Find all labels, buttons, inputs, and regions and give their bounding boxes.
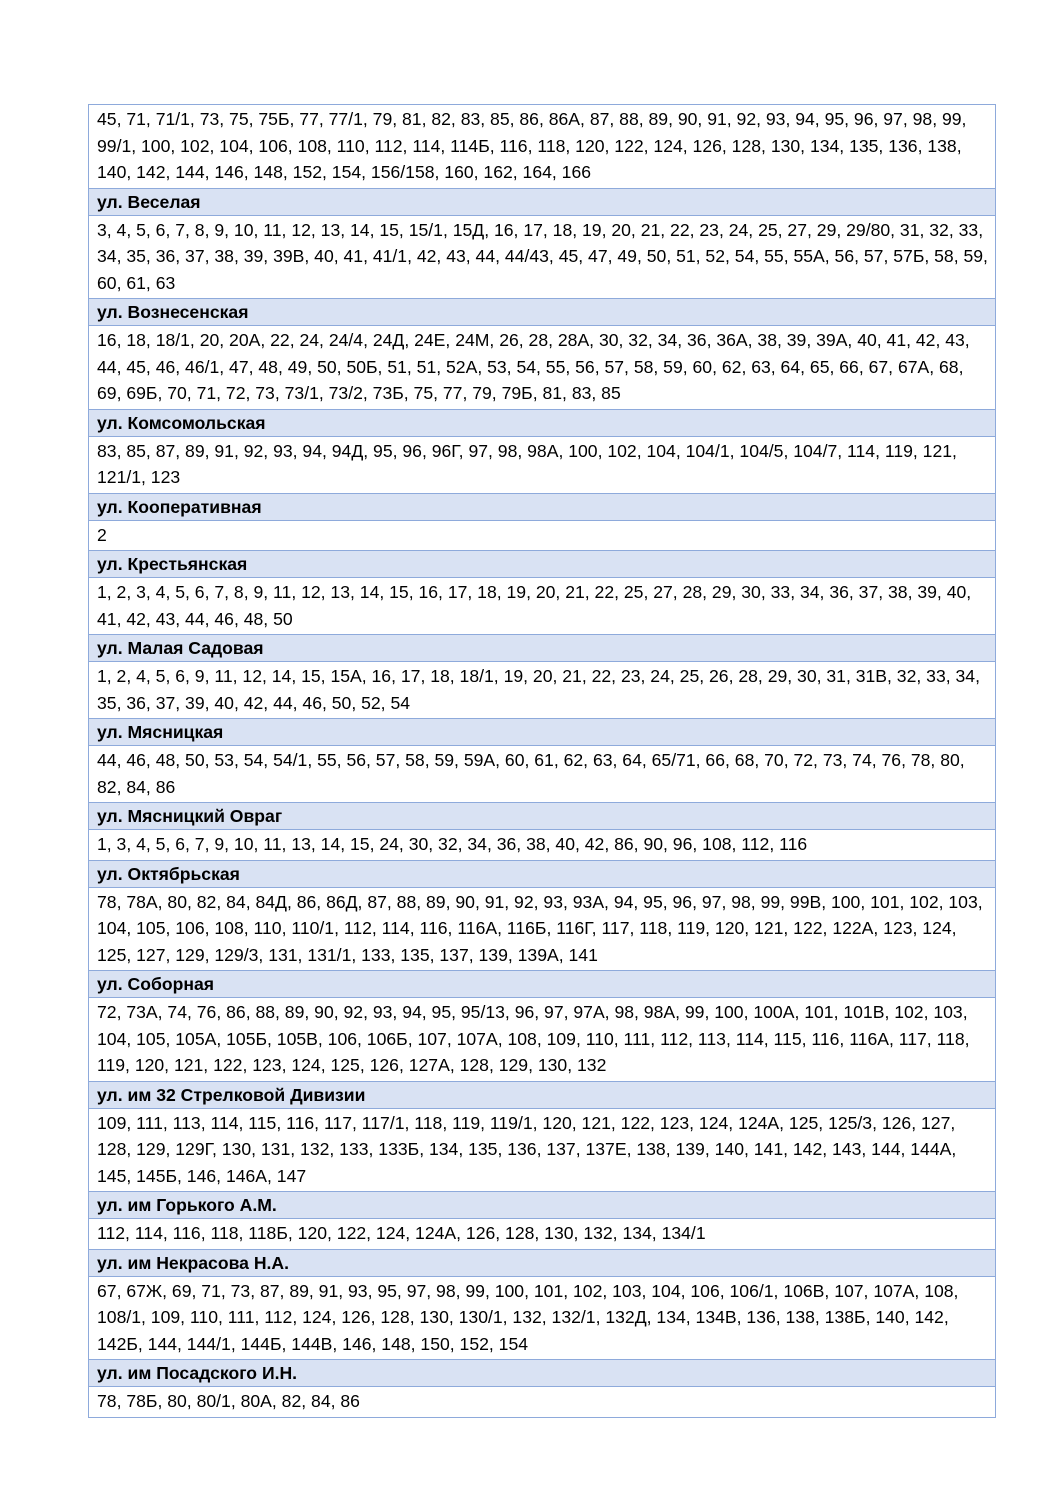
street-name-cell: ул. Октябрьская (89, 860, 996, 887)
street-name-cell: ул. Мясницкая (89, 719, 996, 746)
house-numbers-cell: 2 (89, 520, 996, 551)
street-address-table (88, 104, 996, 1418)
street-name-cell: ул. Малая Садовая (89, 635, 996, 662)
street-name-cell: ул. Крестьянская (89, 551, 996, 578)
street-name-cell: ул. Комсомольская (89, 409, 996, 436)
house-numbers-cell: 16, 18, 18/1, 20, 20А, 22, 24, 24/4, 24Д, 24Е, 24М, 26, 28, 28А, 30, 32, 34, 36, 36А, 38, 39, 39А, 40, 41, 42, 43, 44, 45, 46, 46/1, 47, 48, 49, 50, 50Б, 51, 51, 52А, 53, 54, 55, 56, 57, 58, 59, 60, 62, 63, 64, 65, 66, 67, 67А, 68, 69, 69Б, 70, 71, 72, 73, 73/1, 73/2, 73Б, 75, 77, 79, 79Б, 81, 83, 85 (89, 326, 996, 410)
table-row (89, 803, 996, 830)
table-row (89, 635, 996, 662)
table-row (89, 1249, 996, 1276)
table-body (89, 105, 996, 1418)
house-numbers-cell: 83, 85, 87, 89, 91, 92, 93, 94, 94Д, 95, 96, 96Г, 97, 98, 98А, 100, 102, 104, 104/1, 104/5, 104/7, 114, 119, 121, 121/1, 123 (89, 436, 996, 493)
table-row (89, 971, 996, 998)
street-name-cell: ул. Мясницкий Овраг (89, 803, 996, 830)
table-row (89, 887, 996, 971)
table-row (89, 105, 996, 189)
house-numbers-cell: 78, 78Б, 80, 80/1, 80А, 82, 84, 86 (89, 1387, 996, 1418)
house-numbers-cell: 112, 114, 116, 118, 118Б, 120, 122, 124, 124А, 126, 128, 130, 132, 134, 134/1 (89, 1219, 996, 1250)
house-numbers-cell: 1, 3, 4, 5, 6, 7, 9, 10, 11, 13, 14, 15, 24, 30, 32, 34, 36, 38, 40, 42, 86, 90, 96, 108, 112, 116 (89, 830, 996, 861)
house-numbers-cell: 67, 67Ж, 69, 71, 73, 87, 89, 91, 93, 95, 97, 98, 99, 100, 101, 102, 103, 104, 106, 106/1, 106В, 107, 107А, 108, 108/1, 109, 110, 111, 112, 124, 126, 128, 130, 130/1, 132, 132/1, 132Д, 134, 134В, 136, 138, 138Б, 140, 142, 142Б, 144, 144/1, 144Б, 144В, 146, 148, 150, 152, 154 (89, 1276, 996, 1360)
house-numbers-cell: 78, 78А, 80, 82, 84, 84Д, 86, 86Д, 87, 88, 89, 90, 91, 92, 93, 93А, 94, 95, 96, 97, 98, 99, 99В, 100, 101, 102, 103, 104, 105, 106, 108, 110, 110/1, 112, 114, 116, 116А, 116Б, 116Г, 117, 118, 119, 120, 121, 122, 122А, 123, 124, 125, 127, 129, 129/3, 131, 131/1, 133, 135, 137, 139, 139А, 141 (89, 887, 996, 971)
house-numbers-cell: 1, 2, 4, 5, 6, 9, 11, 12, 14, 15, 15А, 16, 17, 18, 18/1, 19, 20, 21, 22, 23, 24, 25, 26, 28, 29, 30, 31, 31В, 32, 33, 34, 35, 36, 37, 39, 40, 42, 44, 46, 50, 52, 54 (89, 662, 996, 719)
document-page (88, 104, 996, 1418)
table-row (89, 719, 996, 746)
table-row (89, 326, 996, 410)
street-name-cell: ул. им 32 Стрелковой Дивизии (89, 1081, 996, 1108)
table-row (89, 299, 996, 326)
street-name-cell: ул. им Посадского И.Н. (89, 1360, 996, 1387)
table-row (89, 578, 996, 635)
table-row (89, 1192, 996, 1219)
house-numbers-cell: 45, 71, 71/1, 73, 75, 75Б, 77, 77/1, 79, 81, 82, 83, 85, 86, 86А, 87, 88, 89, 90, 91, 92, 93, 94, 95, 96, 97, 98, 99, 99/1, 100, 102, 104, 106, 108, 110, 112, 114, 114Б, 116, 118, 120, 122, 124, 126, 128, 130, 134, 135, 136, 138, 140, 142, 144, 146, 148, 152, 154, 156/158, 160, 162, 164, 166 (89, 105, 996, 189)
table-row (89, 1108, 996, 1192)
table-row (89, 1360, 996, 1387)
table-row (89, 1219, 996, 1250)
table-row (89, 215, 996, 299)
table-row (89, 662, 996, 719)
street-name-cell: ул. Кооперативная (89, 493, 996, 520)
street-name-cell: ул. Веселая (89, 188, 996, 215)
street-name-cell: ул. Вознесенская (89, 299, 996, 326)
table-row (89, 520, 996, 551)
table-row (89, 860, 996, 887)
table-row (89, 998, 996, 1082)
table-row (89, 436, 996, 493)
house-numbers-cell: 72, 73А, 74, 76, 86, 88, 89, 90, 92, 93, 94, 95, 95/13, 96, 97, 97А, 98, 98А, 99, 100, 100А, 101, 101В, 102, 103, 104, 105, 105А, 105Б, 105В, 106, 106Б, 107, 107А, 108, 109, 110, 111, 112, 113, 114, 115, 116, 116А, 117, 118, 119, 120, 121, 122, 123, 124, 125, 126, 127А, 128, 129, 130, 132 (89, 998, 996, 1082)
street-name-cell: ул. им Некрасова Н.А. (89, 1249, 996, 1276)
house-numbers-cell: 1, 2, 3, 4, 5, 6, 7, 8, 9, 11, 12, 13, 14, 15, 16, 17, 18, 19, 20, 21, 22, 25, 27, 28, 29, 30, 33, 34, 36, 37, 38, 39, 40, 41, 42, 43, 44, 46, 48, 50 (89, 578, 996, 635)
house-numbers-cell: 44, 46, 48, 50, 53, 54, 54/1, 55, 56, 57, 58, 59, 59А, 60, 61, 62, 63, 64, 65/71, 66, 68, 70, 72, 73, 74, 76, 78, 80, 82, 84, 86 (89, 746, 996, 803)
table-row (89, 746, 996, 803)
table-row (89, 188, 996, 215)
street-name-cell: ул. Соборная (89, 971, 996, 998)
table-row (89, 1081, 996, 1108)
house-numbers-cell: 109, 111, 113, 114, 115, 116, 117, 117/1, 118, 119, 119/1, 120, 121, 122, 123, 124, 124А, 125, 125/3, 126, 127, 128, 129, 129Г, 130, 131, 132, 133, 133Б, 134, 135, 136, 137, 137Е, 138, 139, 140, 141, 142, 143, 144, 144А, 145, 145Б, 146, 146А, 147 (89, 1108, 996, 1192)
table-row (89, 1387, 996, 1418)
table-row (89, 409, 996, 436)
table-row (89, 830, 996, 861)
table-row (89, 551, 996, 578)
house-numbers-cell: 3, 4, 5, 6, 7, 8, 9, 10, 11, 12, 13, 14, 15, 15/1, 15Д, 16, 17, 18, 19, 20, 21, 22, 23, 24, 25, 27, 29, 29/80, 31, 32, 33, 34, 35, 36, 37, 38, 39, 39В, 40, 41, 41/1, 42, 43, 44, 44/43, 45, 47, 49, 50, 51, 52, 54, 55, 55А, 56, 57, 57Б, 58, 59, 60, 61, 63 (89, 215, 996, 299)
table-row (89, 493, 996, 520)
table-row (89, 1276, 996, 1360)
street-name-cell: ул. им Горького А.М. (89, 1192, 996, 1219)
